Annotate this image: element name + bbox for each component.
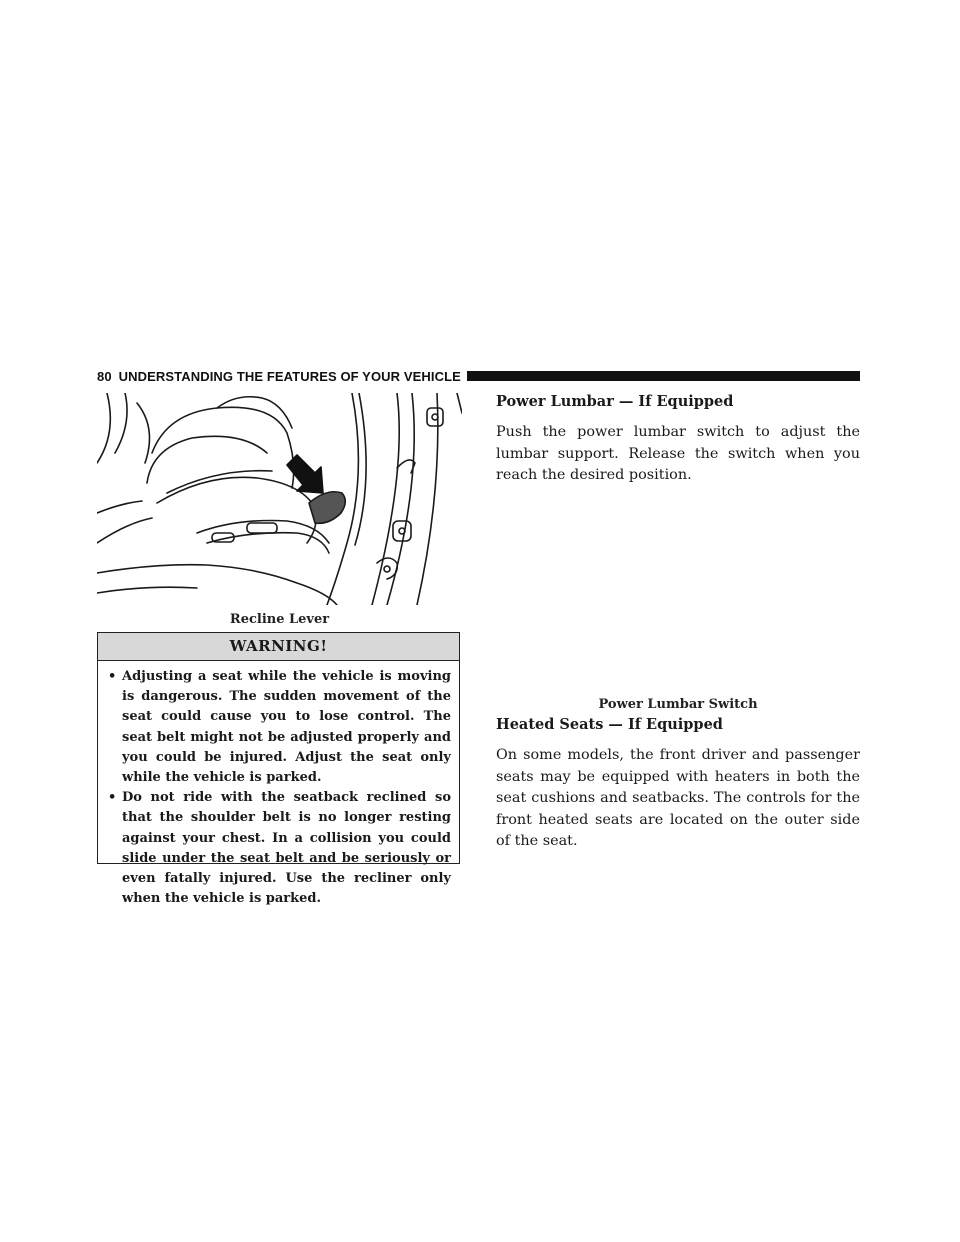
page-number: 80 — [97, 368, 112, 384]
power-lumbar-body: Push the power lumbar switch to adjust the lumbar support. Release the switch when you reach the desired position. — [496, 424, 860, 483]
warning-item-text: Do not ride with the seatback reclined so that the shoulder belt is no longer resting against your chest. In a collision you could slide under the seat belt and be seriously or even fatally injured. Use the recliner only when the vehicle is parked. — [122, 790, 451, 907]
power-lumbar-caption: Power Lumbar Switch — [598, 697, 758, 712]
recline-lever-illustration — [97, 393, 462, 605]
heated-seats-body: On some models, the front driver and passenger seats may be equipped with heaters in both the seat cushions and seatbacks. The controls for the front heated seats are located on the outer side of the seat. — [496, 747, 860, 849]
warning-item — [108, 667, 451, 788]
chapter-title: UNDERSTANDING THE FEATURES OF YOUR VEHICLE — [118, 368, 461, 384]
heated-seats-heading: Heated Seats — If Equipped — [496, 716, 723, 733]
warning-item-text: Adjusting a seat while the vehicle is moving is dangerous. The sudden movement of the seat could cause you to lose control. The seat belt might not be adjusted properly and you could be injured. Adjust the seat only while the vehicle is parked. — [122, 669, 451, 786]
power-lumbar-heading: Power Lumbar — If Equipped — [496, 393, 734, 410]
warning-item — [108, 788, 451, 909]
warning-heading: WARNING! — [98, 633, 459, 661]
warning-list — [98, 661, 459, 909]
header-rule — [467, 371, 860, 381]
bullet: • — [108, 669, 117, 684]
recline-lever-caption: Recline Lever — [229, 612, 330, 627]
page-header — [97, 367, 860, 385]
warning-box — [97, 632, 460, 907]
bullet: • — [108, 790, 117, 806]
